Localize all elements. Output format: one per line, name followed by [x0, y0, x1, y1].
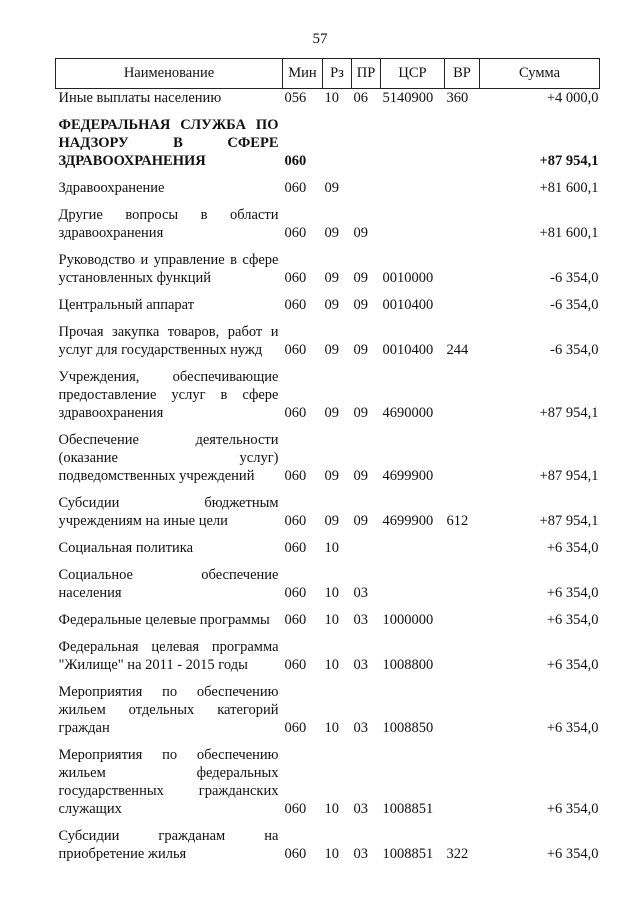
cell-csr: 0010400 — [382, 297, 434, 313]
cell-pr: 03 — [353, 657, 368, 673]
cell-rz: 09 — [324, 297, 339, 313]
table-row — [56, 368, 600, 422]
cell-pr: 03 — [353, 801, 368, 817]
cell-rz: 09 — [324, 225, 339, 241]
cell-vr — [445, 206, 480, 242]
row-spacer — [56, 107, 600, 116]
cell-rz: 10 — [324, 90, 339, 106]
cell-csr: 1000000 — [382, 612, 434, 628]
cell-rz: 10 — [324, 657, 339, 673]
cell-csr — [381, 206, 445, 242]
table-row — [56, 89, 600, 108]
row-spacer — [56, 602, 600, 611]
row-spacer — [56, 674, 600, 683]
cell-min: 056 — [284, 90, 307, 106]
cell-name: Руководство и управление в сфере установленных функций — [58, 252, 279, 286]
cell-name: Федеральные целевые программы — [58, 612, 270, 628]
cell-sum: +6 354,0 — [546, 540, 599, 556]
cell-min: 060 — [284, 468, 307, 484]
cell-csr: 1008851 — [382, 846, 434, 862]
cell-pr — [352, 539, 381, 557]
cell-pr: 09 — [353, 342, 368, 358]
cell-min: 060 — [284, 585, 307, 601]
row-spacer — [56, 485, 600, 494]
row-spacer — [56, 359, 600, 368]
table-row — [56, 683, 600, 737]
row-spacer — [56, 287, 600, 296]
cell-name: Прочая закупка товаров, работ и услуг для государственных нужд — [58, 324, 279, 358]
cell-csr — [381, 179, 445, 197]
cell-vr — [445, 368, 480, 422]
cell-vr — [445, 179, 480, 197]
cell-min: 060 — [284, 225, 307, 241]
cell-sum: +81 600,1 — [539, 225, 599, 241]
row-spacer — [56, 629, 600, 638]
cell-pr: 03 — [353, 612, 368, 628]
row-spacer — [56, 737, 600, 746]
table-row — [56, 539, 600, 557]
cell-min: 060 — [284, 270, 307, 286]
table-row — [56, 494, 600, 530]
cell-rz — [323, 116, 352, 170]
cell-vr: 322 — [446, 846, 469, 862]
cell-vr — [445, 683, 480, 737]
cell-csr: 5140900 — [382, 90, 434, 106]
cell-name: Мероприятия по обеспечению жильем отдельных категорий граждан — [58, 684, 279, 736]
cell-vr — [445, 746, 480, 818]
table-row — [56, 323, 600, 359]
table-row — [56, 251, 600, 287]
cell-rz: 10 — [324, 846, 339, 862]
cell-vr — [445, 566, 480, 602]
cell-name: Субсидии бюджетным учреждениям на иные цели — [58, 495, 279, 529]
header-pr: ПР — [352, 59, 381, 89]
row-spacer — [56, 314, 600, 323]
budget-table — [55, 58, 600, 863]
header-sum: Сумма — [480, 59, 600, 89]
cell-csr — [381, 116, 445, 170]
cell-min: 060 — [284, 846, 307, 862]
cell-pr: 09 — [353, 468, 368, 484]
cell-vr — [445, 251, 480, 287]
cell-pr — [352, 179, 381, 197]
cell-csr: 1008851 — [382, 801, 434, 817]
header-csr: ЦСР — [381, 59, 445, 89]
cell-name: Социальное обеспечение населения — [58, 567, 279, 601]
header-vr: ВР — [445, 59, 480, 89]
header-name: Наименование — [56, 59, 283, 89]
cell-min: 060 — [284, 513, 307, 529]
cell-sum: +6 354,0 — [546, 585, 599, 601]
cell-name: Федеральная целевая программа "Жилище" на 2011 - 2015 годы — [58, 639, 279, 673]
cell-pr: 09 — [353, 513, 368, 529]
cell-min: 060 — [284, 342, 307, 358]
table-row — [56, 638, 600, 674]
table-row — [56, 206, 600, 242]
cell-min: 060 — [284, 153, 307, 169]
cell-name: Субсидии гражданам на приобретение жилья — [58, 828, 279, 862]
cell-pr: 03 — [353, 720, 368, 736]
cell-rz: 10 — [324, 585, 339, 601]
cell-pr — [352, 116, 381, 170]
cell-csr: 4699900 — [382, 468, 434, 484]
table-row — [56, 611, 600, 629]
row-spacer — [56, 818, 600, 827]
cell-min: 060 — [284, 657, 307, 673]
cell-vr — [445, 611, 480, 629]
page-number: 57 — [312, 31, 328, 47]
cell-sum: +6 354,0 — [546, 801, 599, 817]
cell-csr: 4690000 — [382, 405, 434, 421]
table-row — [56, 827, 600, 863]
cell-csr: 0010000 — [382, 270, 434, 286]
row-spacer — [56, 197, 600, 206]
cell-pr: 09 — [353, 405, 368, 421]
cell-sum: -6 354,0 — [550, 342, 599, 358]
table-row — [56, 116, 600, 170]
cell-vr — [445, 431, 480, 485]
cell-pr: 09 — [353, 297, 368, 313]
cell-sum: +81 600,1 — [539, 180, 599, 196]
cell-rz: 10 — [324, 801, 339, 817]
cell-name: Учреждения, обеспечивающие предоставление услуг в сфере здравоохранения — [58, 369, 279, 421]
cell-sum: +6 354,0 — [546, 846, 599, 862]
cell-rz: 09 — [324, 513, 339, 529]
cell-csr — [381, 566, 445, 602]
cell-min: 060 — [284, 540, 307, 556]
table-row — [56, 566, 600, 602]
cell-min: 060 — [284, 405, 307, 421]
cell-sum: +87 954,1 — [539, 405, 599, 421]
cell-name: ФЕДЕРАЛЬНАЯ СЛУЖБА ПО НАДЗОРУ В СФЕРЕ ЗДРАВООХРАНЕНИЯ — [58, 117, 279, 169]
cell-rz: 10 — [324, 612, 339, 628]
cell-csr: 4699900 — [382, 513, 434, 529]
cell-vr — [445, 638, 480, 674]
cell-sum: +6 354,0 — [546, 720, 599, 736]
cell-rz: 09 — [324, 180, 339, 196]
cell-csr: 0010400 — [382, 342, 434, 358]
cell-name: Мероприятия по обеспечению жильем федеральных государственных гражданских служащих — [58, 747, 279, 817]
cell-name: Здравоохранение — [58, 180, 165, 196]
table-row — [56, 296, 600, 314]
cell-name: Социальная политика — [58, 540, 194, 556]
table-row — [56, 179, 600, 197]
row-spacer — [56, 170, 600, 179]
cell-csr: 1008800 — [382, 657, 434, 673]
row-spacer — [56, 530, 600, 539]
cell-pr: 09 — [353, 225, 368, 241]
cell-pr: 03 — [353, 585, 368, 601]
row-spacer — [56, 557, 600, 566]
cell-vr — [445, 539, 480, 557]
cell-pr: 09 — [353, 270, 368, 286]
cell-vr: 244 — [446, 342, 469, 358]
cell-sum: +6 354,0 — [546, 657, 599, 673]
header-rz: Рз — [323, 59, 352, 89]
cell-rz: 09 — [324, 405, 339, 421]
cell-sum: +87 954,1 — [539, 513, 599, 529]
cell-name: Обеспечение деятельности (оказание услуг) подведомственных учреждений — [58, 432, 279, 484]
cell-sum: +87 954,1 — [539, 153, 599, 169]
table-header-row — [56, 59, 600, 89]
cell-sum: +4 000,0 — [546, 90, 599, 106]
cell-csr: 1008850 — [382, 720, 434, 736]
cell-rz: 10 — [324, 540, 339, 556]
cell-vr: 612 — [446, 513, 469, 529]
cell-rz: 09 — [324, 342, 339, 358]
cell-min: 060 — [284, 180, 307, 196]
cell-name: Центральный аппарат — [58, 297, 195, 313]
cell-rz: 10 — [324, 720, 339, 736]
cell-min: 060 — [284, 801, 307, 817]
table-row — [56, 431, 600, 485]
cell-name: Иные выплаты населению — [58, 90, 222, 106]
cell-pr: 06 — [353, 90, 368, 106]
cell-rz: 09 — [324, 270, 339, 286]
table-body — [56, 89, 600, 864]
cell-min: 060 — [284, 297, 307, 313]
cell-sum: -6 354,0 — [550, 297, 599, 313]
cell-name: Другие вопросы в области здравоохранения — [58, 207, 279, 241]
row-spacer — [56, 242, 600, 251]
cell-rz: 09 — [324, 468, 339, 484]
cell-vr — [445, 296, 480, 314]
header-min: Мин — [283, 59, 323, 89]
table-row — [56, 746, 600, 818]
cell-sum: +87 954,1 — [539, 468, 599, 484]
cell-min: 060 — [284, 720, 307, 736]
row-spacer — [56, 422, 600, 431]
cell-vr — [445, 116, 480, 170]
cell-min: 060 — [284, 612, 307, 628]
cell-sum: +6 354,0 — [546, 612, 599, 628]
cell-pr: 03 — [353, 846, 368, 862]
cell-sum: -6 354,0 — [550, 270, 599, 286]
cell-csr — [381, 539, 445, 557]
cell-vr: 360 — [446, 90, 469, 106]
